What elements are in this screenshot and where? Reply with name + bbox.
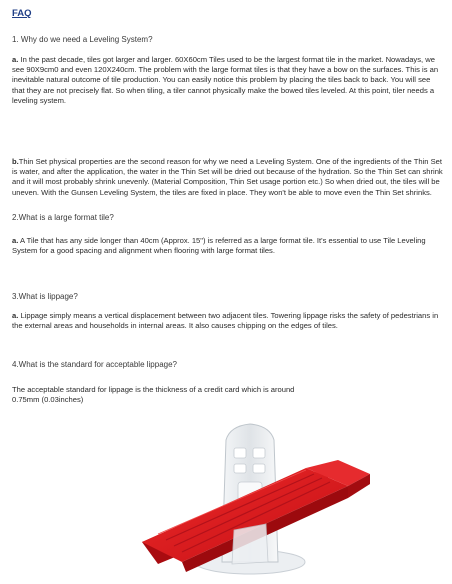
answer-1b-text: Thin Set physical properties are the second reason for why we need a Leveling System. One of the ingredients of the Thin Set is water, and after the application, the water in the Thin Set will be dried out because of the hydration. So the Thin Set can shrink and it will most probably shrink unevenly. (Material Composition, Thin Set usage portion etc.) So when dried out, the tiles will be uneven. With the Gunsen Leveling System, the tiles are fixed in place. They won't be able to move even the Thin Set shrinks. bbox=[12, 157, 443, 197]
answer-2a-label: a. bbox=[12, 236, 19, 245]
question-4: 4.What is the standard for acceptable lippage? bbox=[12, 360, 177, 369]
answer-2a bbox=[12, 236, 444, 256]
question-3: 3.What is lippage? bbox=[12, 292, 78, 301]
question-2: 2.What is a large format tile? bbox=[12, 213, 114, 222]
question-1: 1. Why do we need a Leveling System? bbox=[12, 35, 153, 44]
answer-1b-label: b. bbox=[12, 157, 19, 166]
answer-1a bbox=[12, 55, 444, 125]
faq-title: FAQ bbox=[12, 8, 32, 19]
answer-4: The acceptable standard for lippage is the thickness of a credit card which is around 0.75mm (0.03inches) bbox=[12, 385, 295, 405]
answer-1a-label: a. bbox=[12, 55, 19, 64]
answer-3a-label: a. bbox=[12, 311, 19, 320]
leveling-system-image bbox=[138, 412, 388, 580]
answer-2a-text: A Tile that has any side longer than 40cm (Approx. 15") is referred as a large format tile. It's essential to use Tile Leveling System for a good spacing and alignment when flooring with large format tiles. bbox=[12, 236, 426, 256]
clip-foot bbox=[232, 524, 268, 564]
answer-3a bbox=[12, 311, 444, 331]
answer-3a-text: Lippage simply means a vertical displacement between two adjacent tiles. Towering lippage risks the safety of pedestrians in the external areas and households in internal areas. It also causes chipping on the edges of tiles. bbox=[12, 311, 439, 331]
answer-1a-text: In the past decade, tiles got larger and larger. 60X60cm Tiles used to be the largest format tile in the market. Nowadays, we see 90X9cm0 and even 120X240cm. The problem with the large format tiles is that they have a bow on the surfaces. This is an inevitable natural outcome of tile production. You can easily notice this problem by placing the tiles back to back. You will see that they are not precisely flat. So when tiling, a tiler cannot physically make the bowed tiles leveled. At this point, tiler needs a leveling system. bbox=[12, 55, 439, 105]
